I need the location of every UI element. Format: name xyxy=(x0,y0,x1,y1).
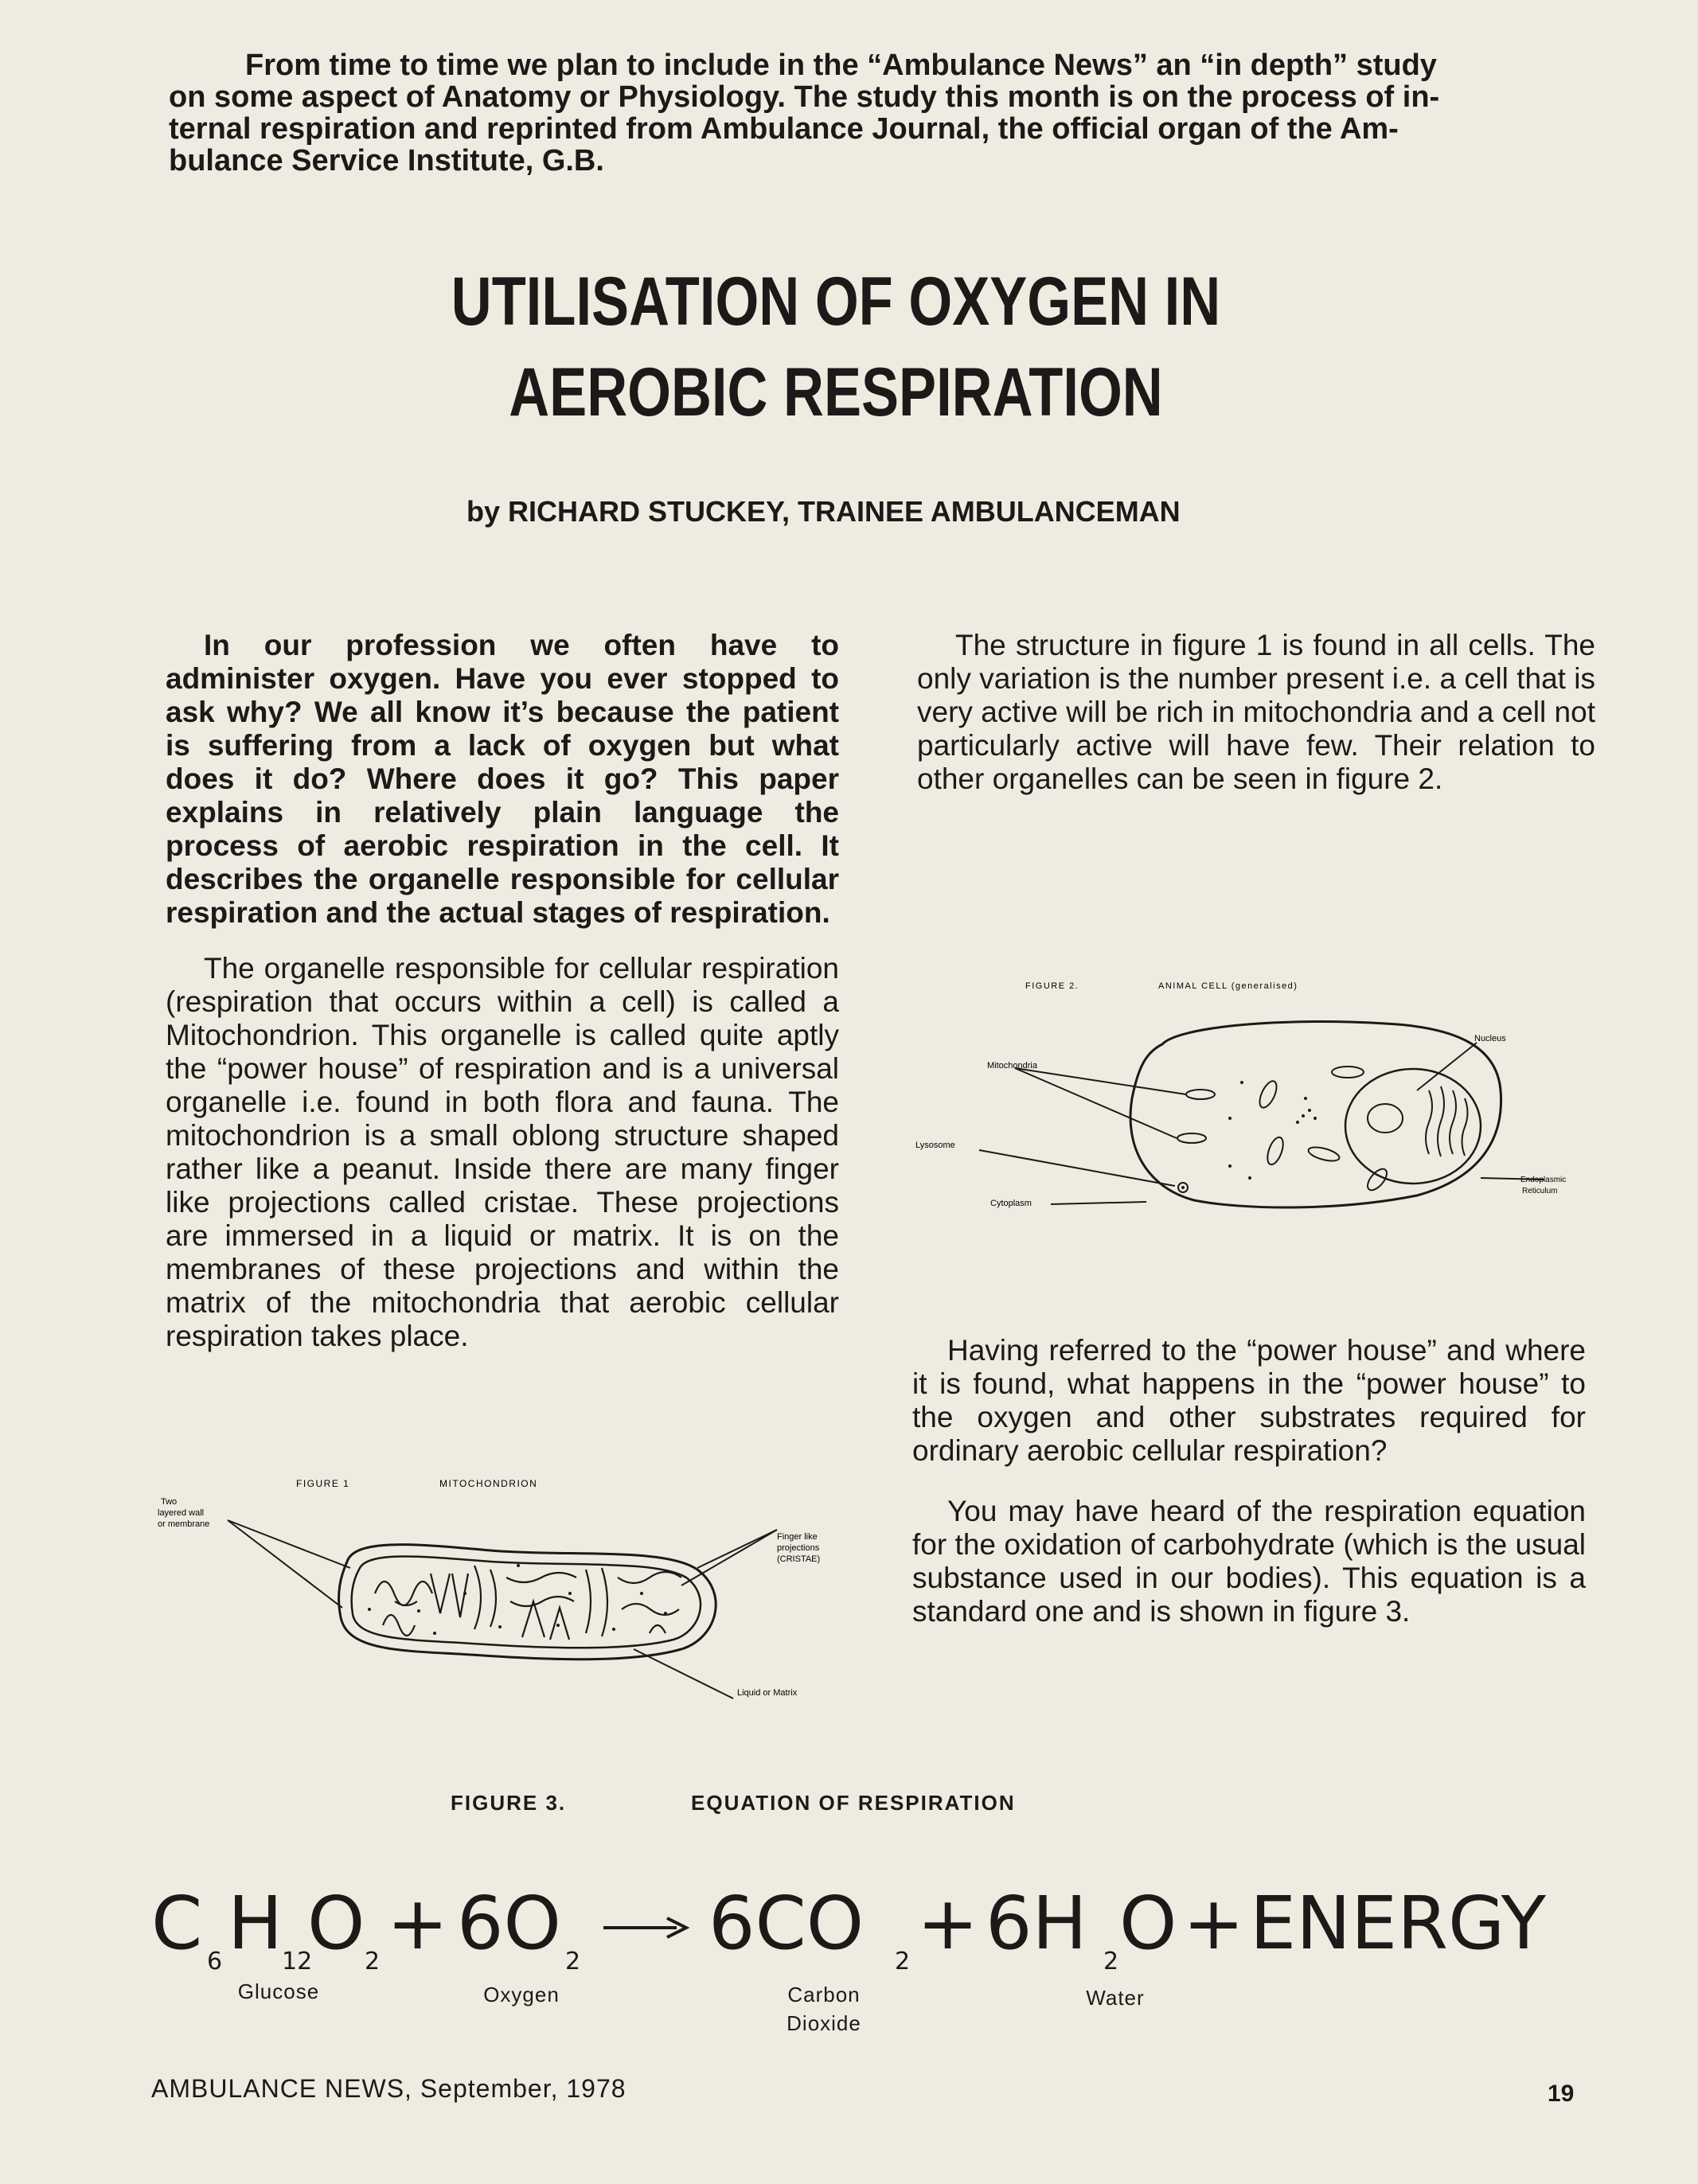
lead-paragraph: In our profession we often have to administer oxygen. Have you ever stopped to ask why? We all know it’s because the patient is suffering from a lack of oxygen but what does it do? Where does it go? This paper explains in relatively plain language the process of aerobic respiration in the cell. It describes the organelle responsible for cellular respiration and the actual stages of respiration. xyxy=(166,629,839,929)
label-er-2: Reticulum xyxy=(1522,1187,1558,1195)
mitochondrion-shape xyxy=(1256,1078,1280,1110)
eq-sub-2c: 2 xyxy=(895,1948,911,1974)
mitochondrion-shape xyxy=(1307,1145,1341,1164)
label-er-1: Endoplasmic xyxy=(1520,1176,1567,1184)
label-cristae-2: projections xyxy=(777,1543,820,1553)
byline: by RICHARD STUCKEY, TRAINEE AMBULANCEMAN xyxy=(466,495,1181,528)
cristae-leader-1 xyxy=(681,1530,777,1585)
label-cristae-3: (CRISTAE) xyxy=(777,1554,821,1564)
mitochondrion-shape xyxy=(1264,1135,1286,1166)
label-cytoplasm: Cytoplasm xyxy=(990,1199,1032,1208)
label-carbon-dioxide xyxy=(756,1980,892,2038)
wall-leader-2 xyxy=(228,1520,350,1568)
figure-2-animal-cell xyxy=(908,979,1608,1234)
eq-plus-2: + xyxy=(917,1886,979,1966)
intro-line-2: on some aspect of Anatomy or Physiology. The study this month is on the process of in- xyxy=(169,80,1440,114)
eq-6co: 6CO xyxy=(708,1886,865,1966)
label-carbon: Carbon xyxy=(787,1983,861,2007)
eq-energy: ENERGY xyxy=(1250,1886,1546,1966)
page-number: 19 xyxy=(1548,2081,1575,2107)
label-lysosome: Lysosome xyxy=(915,1141,955,1150)
right-column-bottom xyxy=(912,1334,1586,1656)
cristae xyxy=(375,1566,681,1640)
eq-h: H xyxy=(228,1886,283,1966)
right-paragraph-2: Having referred to the “power house” and where it is found, what happens in the “power house” to the oxygen and other substrates required for ordinary aerobic cellular respiration? xyxy=(912,1334,1586,1467)
mitochondrion-shape xyxy=(1332,1067,1364,1078)
lysosome-core xyxy=(1181,1186,1185,1189)
label-oxygen: Oxygen xyxy=(483,1983,560,2007)
eq-plus-1: + xyxy=(387,1886,449,1966)
matrix-dots xyxy=(368,1564,667,1635)
article-title xyxy=(399,256,1274,438)
figure-1-mitochondrion xyxy=(156,1474,841,1713)
label-wall-3: or membrane xyxy=(158,1519,210,1529)
intro-line-4: bulance Service Institute, G.B. xyxy=(169,144,604,177)
figure-2-label: FIGURE 2. xyxy=(1025,981,1079,991)
eq-o-water: O xyxy=(1119,1886,1177,1966)
figure-3-title: EQUATION OF RESPIRATION xyxy=(691,1791,1016,1815)
publication-footer: AMBULANCE NEWS, September, 1978 xyxy=(151,2074,627,2103)
mitochondrion-shape xyxy=(1177,1133,1206,1143)
nucleus-shape xyxy=(1345,1069,1481,1184)
cell-membrane xyxy=(1130,1022,1501,1208)
er-folds xyxy=(1426,1086,1468,1156)
eq-sub-2b: 2 xyxy=(565,1948,581,1974)
mitochondria-leader-1 xyxy=(1015,1068,1186,1094)
right-paragraph-1: The structure in figure 1 is found in all cells. The only variation is the number present i.e. a cell that is very active will be rich in mitochondria and a cell not particularly active will have few. Their relation to other organelles can be seen in figure 2. xyxy=(917,629,1595,795)
wall-leader-1 xyxy=(228,1520,342,1608)
figure-3-label: FIGURE 3. xyxy=(451,1791,567,1815)
left-column xyxy=(166,629,839,1353)
right-column-top xyxy=(917,629,1595,796)
figure-2-title: ANIMAL CELL (generalised) xyxy=(1158,981,1298,991)
cristae-leader-2 xyxy=(697,1530,777,1568)
eq-sub-2a: 2 xyxy=(365,1948,381,1974)
mitochondria-leader-2 xyxy=(1015,1068,1177,1138)
label-wall-2: layered wall xyxy=(158,1508,205,1518)
label-dioxide: Dioxide xyxy=(787,2011,861,2035)
eq-plus-3: + xyxy=(1183,1886,1245,1966)
intro-line-3: ternal respiration and reprinted from Ambulance Journal, the official organ of the Am- xyxy=(169,112,1399,146)
eq-6h: 6H xyxy=(986,1886,1087,1966)
eq-6o: 6O xyxy=(457,1886,561,1966)
figure-1-title: MITOCHONDRION xyxy=(439,1478,538,1489)
eq-sub-12: 12 xyxy=(282,1948,313,1974)
title-line-2: AEROBIC RESPIRATION xyxy=(509,354,1163,431)
intro-paragraph xyxy=(169,49,1595,177)
label-glucose: Glucose xyxy=(237,1979,320,2003)
figure-1-label: FIGURE 1 xyxy=(296,1478,350,1489)
label-nucleus: Nucleus xyxy=(1474,1034,1506,1043)
nucleolus-shape xyxy=(1368,1104,1403,1133)
eq-sub-2d: 2 xyxy=(1103,1948,1119,1974)
body-paragraph: The organelle responsible for cellular respiration (respiration that occurs within a cell) is called a Mitochondrion. This organelle is called quite aptly the “power house” of respiration and is a universal organelle i.e. found in both flora and fauna. The mitochondrion is a small oblong structure shaped rather like a peanut. Inside there are many finger like projections called cristae. These projections are immersed in a liquid or matrix. It is on the membranes of these projections and within the matrix of the mitochondria that aerobic cellular respiration takes place. xyxy=(166,952,839,1352)
cytoplasm-leader xyxy=(1051,1202,1146,1204)
respiration-equation xyxy=(151,1886,1592,1974)
label-wall-1: Two xyxy=(161,1497,178,1507)
title-line-1: UTILISATION OF OXYGEN IN xyxy=(451,263,1221,340)
eq-c: C xyxy=(151,1886,203,1966)
mitochondrion-shape xyxy=(1186,1090,1215,1099)
label-matrix: Liquid or Matrix xyxy=(737,1688,798,1698)
intro-line-1: From time to time we plan to include in the “Ambulance News” an “in depth” study xyxy=(245,49,1437,82)
label-mitochondria: Mitochondria xyxy=(987,1061,1037,1071)
matrix-leader xyxy=(634,1649,733,1698)
eq-o: O xyxy=(307,1886,365,1966)
label-water: Water xyxy=(1086,1986,1145,2010)
eq-sub-6: 6 xyxy=(207,1948,223,1974)
right-paragraph-3: You may have heard of the respiration equation for the oxidation of carbohydrate (which is the usual substance used in our bodies). This equation is a standard one and is shown in figure 3. xyxy=(912,1495,1586,1628)
label-cristae-1: Finger like xyxy=(777,1532,818,1542)
nucleus-leader xyxy=(1417,1043,1477,1090)
